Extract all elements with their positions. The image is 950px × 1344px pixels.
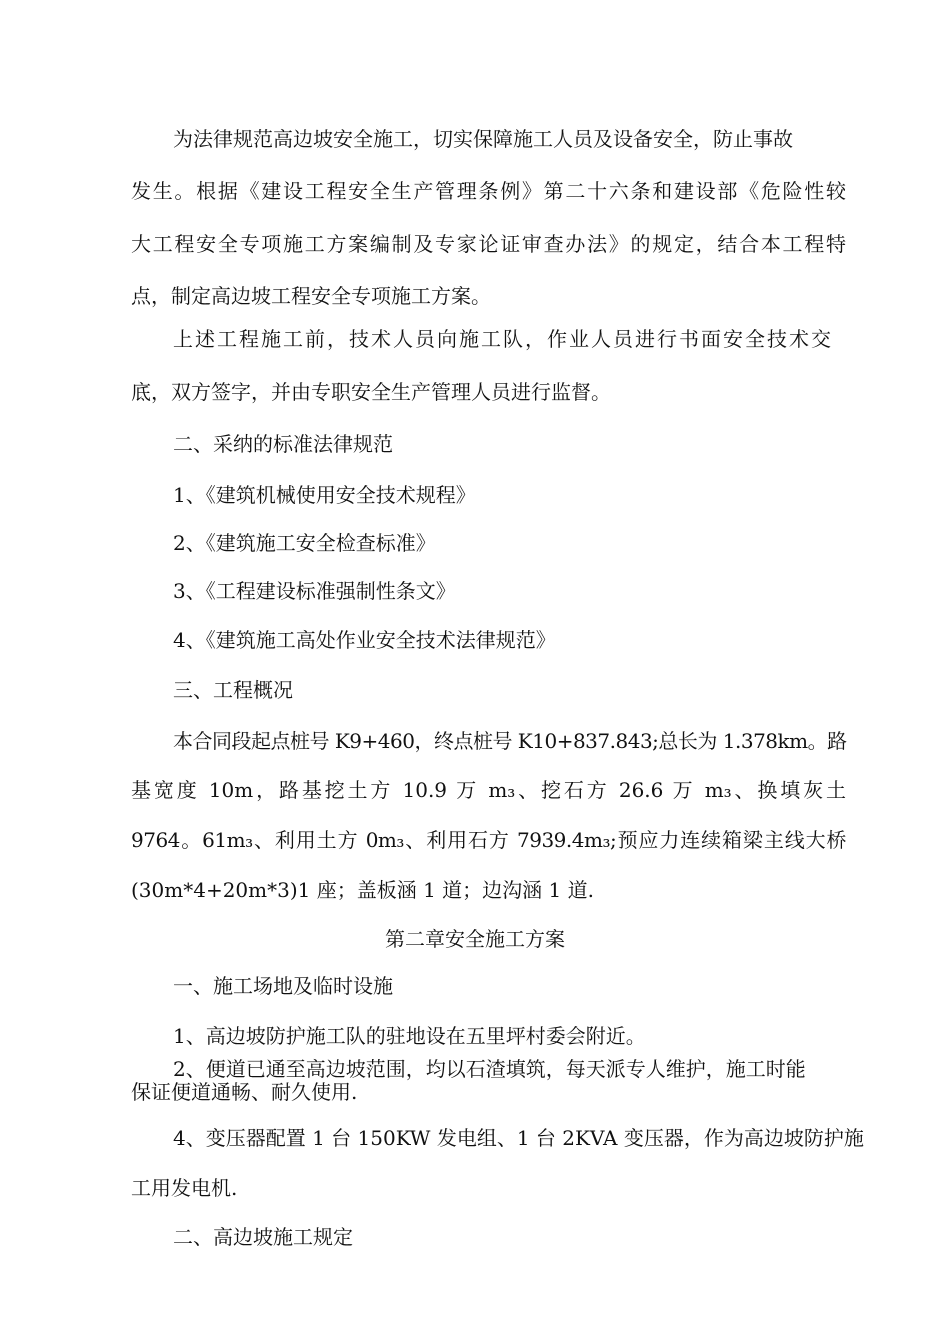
section-heading-high-slope: 二、高边坡施工规定 [173,1225,353,1249]
chapter-title: 第二章安全施工方案 [385,927,565,951]
site-item-2-line-2: 保证便道通畅、耐久使用. [131,1080,358,1104]
paragraph-briefing-line-1: 上述工程施工前，技术人员向施工队，作业人员进行书面安全技术交 [173,327,833,351]
overview-line-3: 9764。61m₃、利用土方 0m₃、利用石方 7939.4m₃;预应力连续箱梁主线大桥 [131,828,846,852]
standard-item-4: 4、《建筑施工高处作业安全技术法律规范》 [173,628,556,652]
paragraph-intro-line-3: 大工程安全专项施工方案编制及专家论证审查办法》的规定，结合本工程特 [131,232,846,256]
section-heading-site: 一、施工场地及临时设施 [173,974,393,998]
section-heading-overview: 三、工程概况 [173,678,293,702]
site-item-1: 1、高边坡防护施工队的驻地设在五里坪村委会附近。 [173,1024,646,1048]
site-item-4-line-1: 4、变压器配置 1 台 150KW 发电组、1 台 2KVA 变压器，作为高边坡防护施 [173,1126,864,1150]
section-heading-standards: 二、采纳的标准法律规范 [173,432,393,456]
paragraph-intro-line-4: 点，制定高边坡工程安全专项施工方案。 [131,284,491,308]
site-item-2-line-1: 2、便道已通至高边坡范围，均以石渣填筑，每天派专人维护，施工时能 [173,1057,806,1081]
site-item-4-line-2: 工用发电机. [131,1176,238,1200]
standard-item-3: 3、《工程建设标准强制性条文》 [173,579,456,603]
overview-line-1: 本合同段起点桩号 K9+460，终点桩号 K10+837.843;总长为 1.378km。路 [173,729,847,753]
paragraph-intro-line-2: 发生。根据《建设工程安全生产管理条例》第二十六条和建设部《危险性较 [131,179,846,203]
standard-item-1: 1、《建筑机械使用安全技术规程》 [173,483,476,507]
overview-line-4: (30m*4+20m*3)1 座；盖板涵 1 道；边沟涵 1 道. [131,878,594,902]
standard-item-2: 2、《建筑施工安全检查标准》 [173,531,436,555]
overview-line-2: 基宽度 10m，路基挖土方 10.9 万 m₃、挖石方 26.6 万 m₃、换填灰土 [131,778,846,802]
paragraph-briefing-line-2: 底，双方签字，并由专职安全生产管理人员进行监督。 [131,380,611,404]
paragraph-intro-line-1: 为法律规范高边坡安全施工，切实保障施工人员及设备安全，防止事故 [173,127,793,151]
